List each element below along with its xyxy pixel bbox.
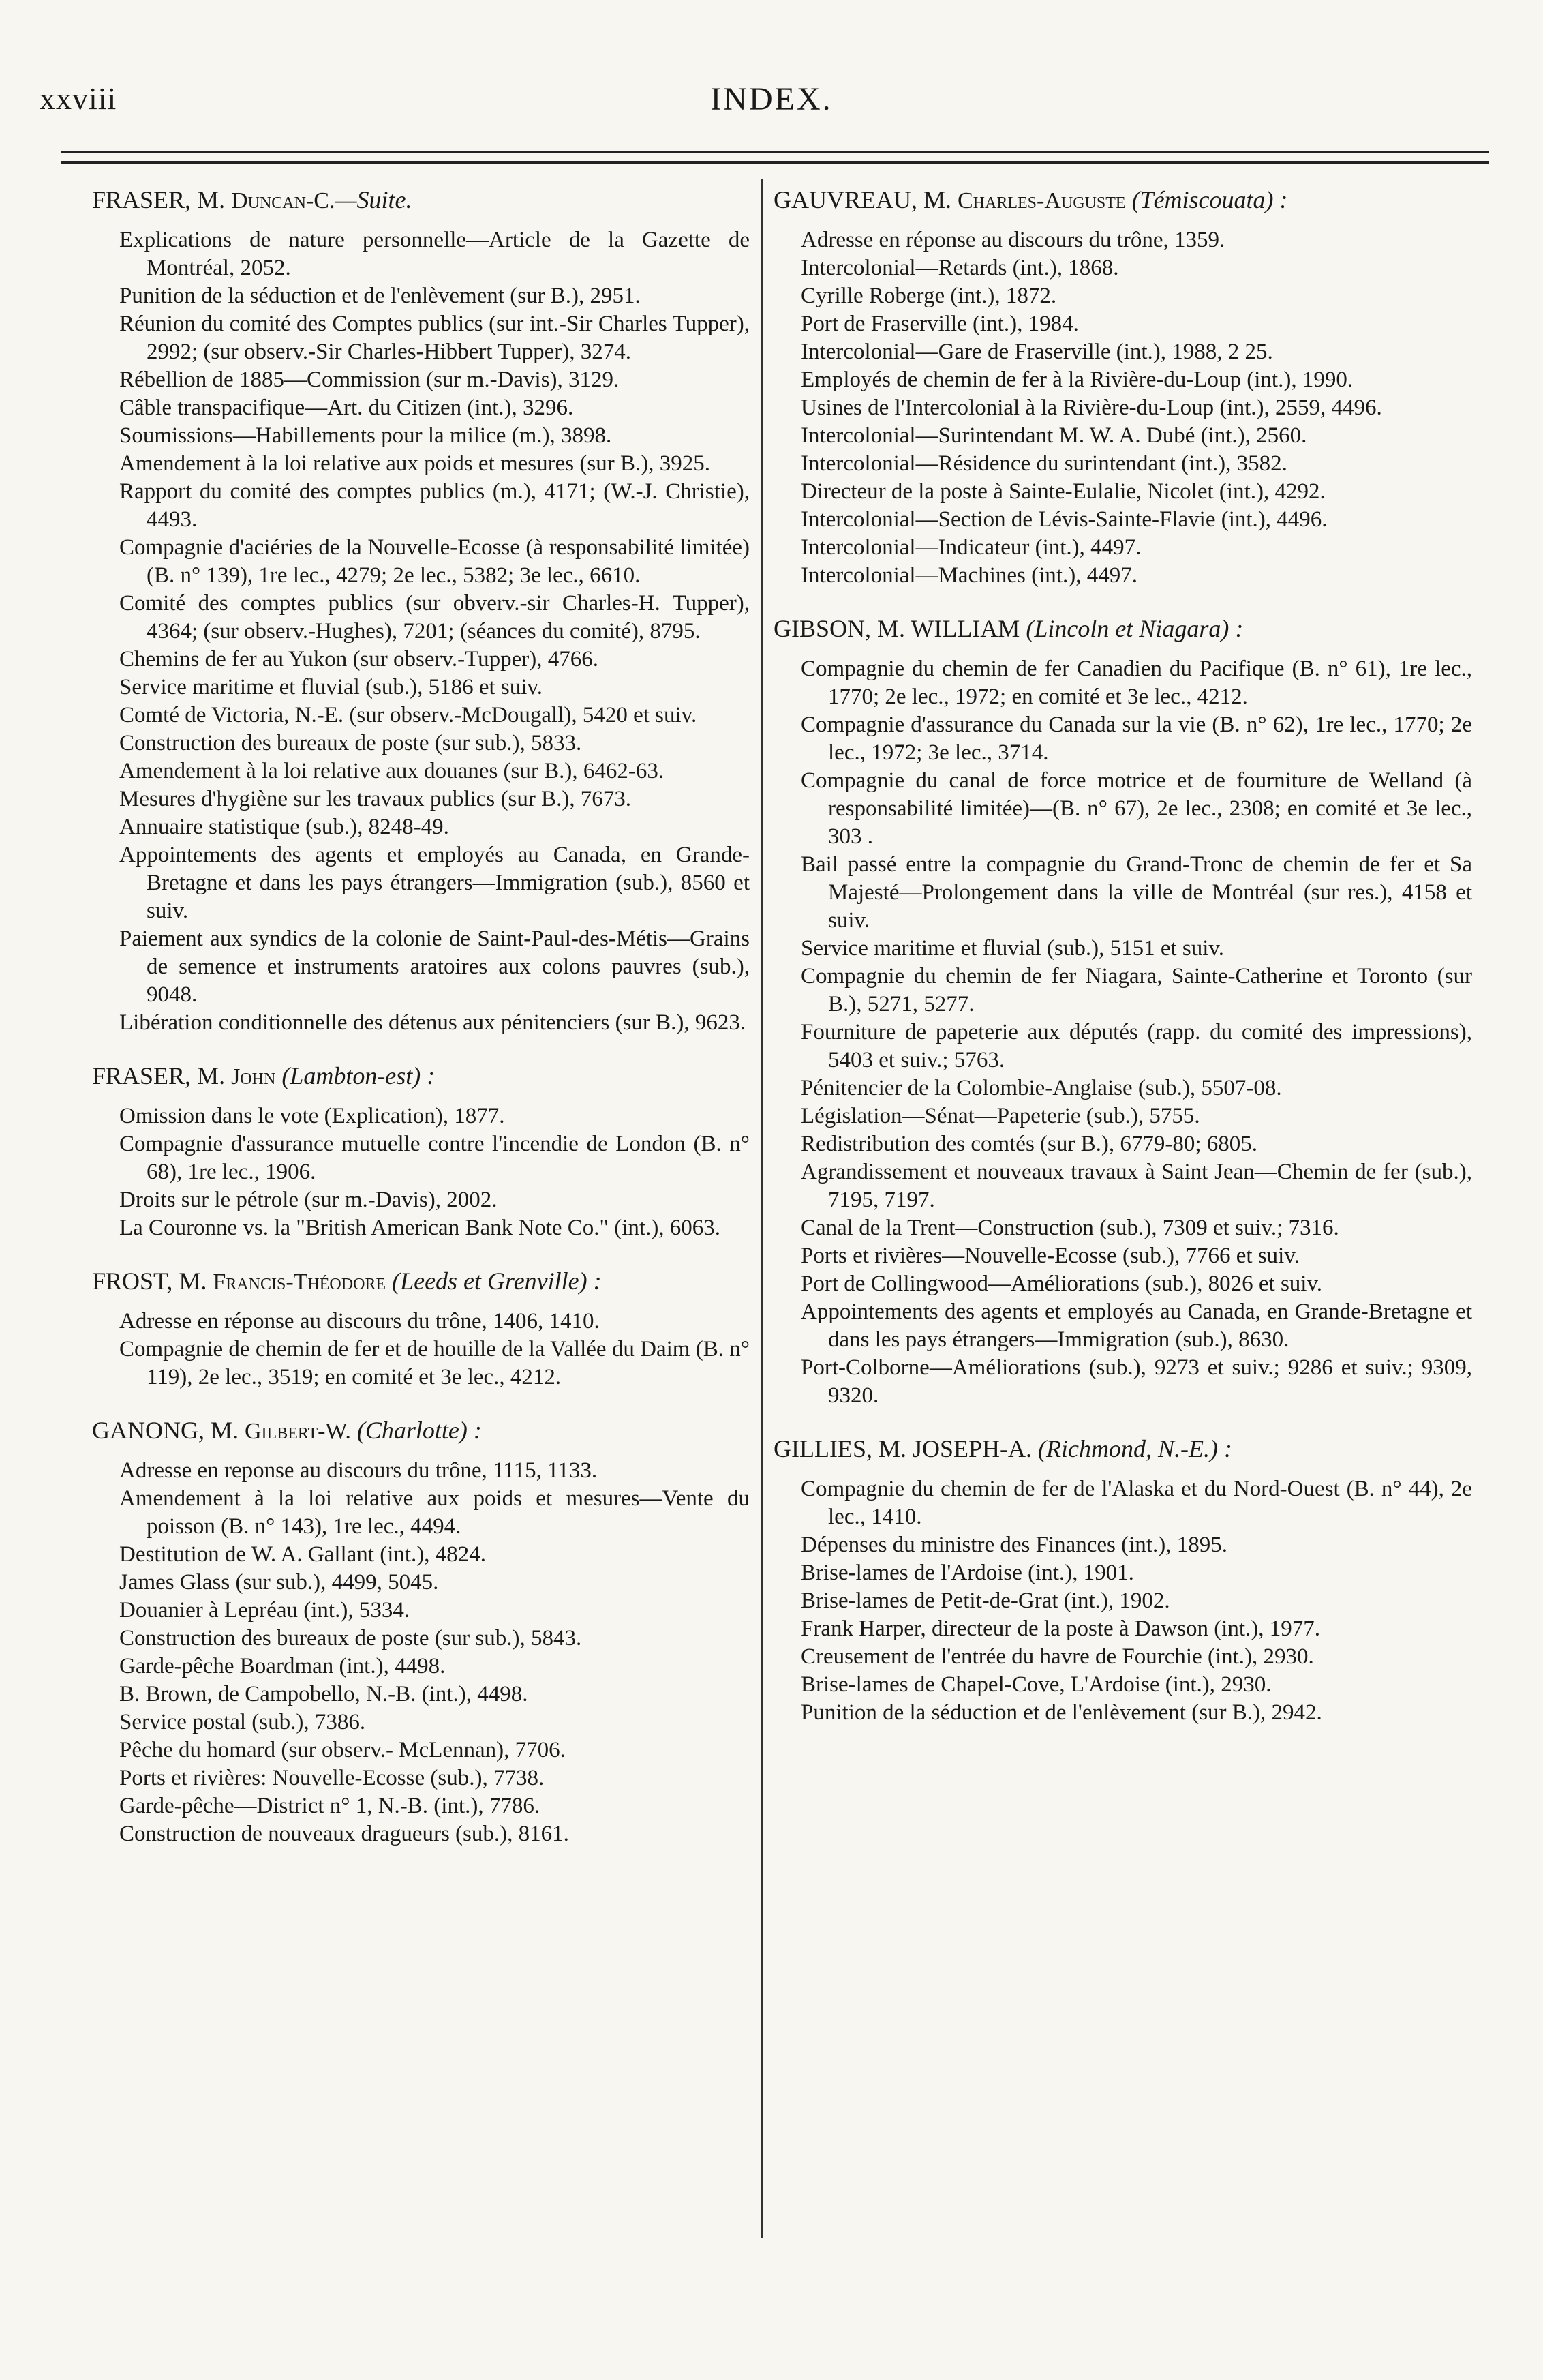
member-riding: (Leeds et Grenville) : (386, 1267, 602, 1295)
member-surname: FRASER, M. (92, 1062, 232, 1089)
column-divider (761, 179, 763, 2238)
index-entry: Câble transpacifique—Art. du Citizen (int.), 3296. (119, 395, 574, 420)
left-column (92, 184, 750, 1871)
member-surname: FRASER, M. (92, 186, 232, 213)
index-section (92, 1060, 750, 1242)
index-entry: Agrandissement et nouveaux travaux à Saint Jean—Chemin de fer (sub.), 7195, 7197. (801, 1160, 1472, 1212)
index-entry: Compagnie d'aciéries de la Nouvelle-Ecosse (à responsabilité limitée) (B. n° 139), 1re lec., 4279; 2e lec., 5382; 3e lec., 6610. (119, 535, 750, 588)
entry-list (92, 226, 750, 1037)
index-entry: James Glass (sur sub.), 4499, 5045. (119, 1570, 439, 1595)
index-entry: Intercolonial—Résidence du surintendant (int.), 3582. (801, 451, 1287, 476)
index-entry: Garde-pêche Boardman (int.), 4498. (119, 1654, 446, 1678)
index-entry: Usines de l'Intercolonial à la Rivière-du-Loup (int.), 2559, 4496. (801, 395, 1382, 420)
index-entry: Construction des bureaux de poste (sur sub.), 5833. (119, 731, 582, 755)
entry-list (774, 226, 1472, 590)
member-given-name: John (231, 1064, 276, 1089)
member-riding: (Richmond, N.-E.) : (1032, 1435, 1232, 1462)
index-entry: Destitution de W. A. Gallant (int.), 4824. (119, 1542, 487, 1567)
index-entry: Adresse en réponse au discours du trône, 1359. (801, 228, 1225, 252)
index-entry: Compagnie du canal de force motrice et de fourniture de Welland (à responsabilité limitée)—(B. n° 67), 2e lec., 2308; en comité et 3e lec., 303 . (801, 768, 1472, 849)
index-entry: Libération conditionnelle des détenus aux pénitenciers (sur B.), 9623. (119, 1010, 746, 1035)
index-entry: Pénitencier de la Colombie-Anglaise (sub.), 5507-08. (801, 1076, 1282, 1100)
member-riding: (Lambton-est) : (275, 1062, 436, 1089)
index-entry: Garde-pêche—District n° 1, N.-B. (int.), 7786. (119, 1794, 540, 1818)
index-entry: Redistribution des comtés (sur B.), 6779-80; 6805. (801, 1132, 1258, 1156)
index-entry: Amendement à la loi relative aux poids et mesures (sur B.), 3925. (119, 451, 710, 476)
index-entry: Chemins de fer au Yukon (sur observ.-Tupper), 4766. (119, 647, 598, 672)
index-entry: Compagnie d'assurance mutuelle contre l'incendie de London (B. n° 68), 1re lec., 1906. (119, 1132, 750, 1184)
member-surname: FROST, M. (92, 1267, 213, 1295)
index-entry: Directeur de la poste à Sainte-Eulalie, Nicolet (int.), 4292. (801, 479, 1326, 504)
index-entry: Punition de la séduction et de l'enlèvement (sur B.), 2951. (119, 284, 641, 308)
member-heading (92, 1415, 750, 1447)
member-given-name: Gilbert-W. (245, 1419, 351, 1444)
index-entry: Annuaire statistique (sub.), 8248-49. (119, 815, 449, 839)
index-entry: Intercolonial—Indicateur (int.), 4497. (801, 535, 1142, 560)
member-heading (92, 1265, 750, 1298)
index-entry: Omission dans le vote (Explication), 1877. (119, 1104, 505, 1128)
index-entry: Service postal (sub.), 7386. (119, 1710, 366, 1734)
index-entry: Intercolonial—Gare de Fraserville (int.), 1988, 2 25. (801, 340, 1273, 364)
index-entry: Punition de la séduction et de l'enlèvement (sur B.), 2942. (801, 1700, 1322, 1725)
index-entry: Intercolonial—Surintendant M. W. A. Dubé (int.), 2560. (801, 423, 1307, 448)
entry-list (92, 1308, 750, 1391)
index-entry: Douanier à Lepréau (int.), 5334. (119, 1598, 410, 1623)
index-entry: Législation—Sénat—Papeterie (sub.), 5755. (801, 1104, 1200, 1128)
header-rule-thick (61, 161, 1489, 164)
member-surname: GANONG, M. (92, 1417, 245, 1444)
index-entry: Rébellion de 1885—Commission (sur m.-Davis), 3129. (119, 367, 620, 392)
entry-list (92, 1102, 750, 1242)
index-entry: Frank Harper, directeur de la poste à Dawson (int.), 1977. (801, 1616, 1321, 1641)
index-entry: B. Brown, de Campobello, N.-B. (int.), 4498. (119, 1682, 528, 1706)
index-entry: Brise-lames de Chapel-Cove, L'Ardoise (int.), 2930. (801, 1672, 1272, 1697)
index-section (774, 613, 1472, 1410)
index-entry: Port-Colborne—Améliorations (sub.), 9273 et suiv.; 9286 et suiv.; 9309, 9320. (801, 1355, 1472, 1408)
index-entry: Bail passé entre la compagnie du Grand-Tronc de chemin de fer et Sa Majesté—Prolongement dans la ville de Montréal (sur res.), 4158 et suiv. (801, 852, 1472, 933)
index-entry: Compagnie de chemin de fer et de houille de la Vallée du Daim (B. n° 119), 2e lec., 3519; en comité et 3e lec., 4212. (119, 1337, 750, 1389)
index-entry: Cyrille Roberge (int.), 1872. (801, 284, 1057, 308)
member-riding: (Charlotte) : (350, 1417, 482, 1444)
member-heading (92, 184, 750, 217)
index-entry: Soumissions—Habillements pour la milice (m.), 3898. (119, 423, 612, 448)
index-entry: Creusement de l'entrée du havre de Fourchie (int.), 2930. (801, 1644, 1314, 1669)
index-entry: Port de Fraserville (int.), 1984. (801, 312, 1079, 336)
index-entry: Appointements des agents et employés au Canada, en Grande-Bretagne et dans les pays étrangers—Immigration (sub.), 8560 et suiv. (119, 843, 750, 923)
entry-list (774, 1475, 1472, 1727)
index-entry: Comité des comptes publics (sur obverv.-sir Charles-H. Tupper), 4364; (sur observ.-Hughes), 7201; (séances du comité), 8795. (119, 591, 750, 644)
member-riding: —Suite. (335, 186, 412, 213)
member-surname: GILLIES, M. JOSEPH-A. (774, 1435, 1033, 1462)
index-section (774, 1433, 1472, 1727)
member-surname: GAUVREAU, M. (774, 186, 958, 213)
index-entry: Canal de la Trent—Construction (sub.), 7309 et suiv.; 7316. (801, 1216, 1339, 1240)
index-entry: Pêche du homard (sur observ.- McLennan), 7706. (119, 1738, 566, 1762)
member-heading (92, 1060, 750, 1093)
index-entry: Mesures d'hygiène sur les travaux publics (sur B.), 7673. (119, 787, 632, 811)
member-given-name: Charles-Auguste (958, 188, 1126, 213)
index-entry: La Couronne vs. la "British American Bank Note Co." (int.), 6063. (119, 1216, 721, 1240)
index-entry: Ports et rivières—Nouvelle-Ecosse (sub.), 7766 et suiv. (801, 1244, 1300, 1268)
index-entry: Intercolonial—Machines (int.), 4497. (801, 563, 1137, 588)
index-entry: Compagnie du chemin de fer de l'Alaska et du Nord-Ouest (B. n° 44), 2e lec., 1410. (801, 1477, 1472, 1529)
member-given-name: Duncan-C. (231, 188, 335, 213)
page-title: INDEX. (710, 81, 833, 117)
index-entry: Explications de nature personnelle—Article de la Gazette de Montréal, 2052. (119, 228, 750, 280)
index-entry: Appointements des agents et employés au Canada, en Grande-Bretagne et dans les pays étrangers—Immigration (sub.), 8630. (801, 1299, 1472, 1352)
member-heading (774, 1433, 1472, 1466)
index-entry: Adresse en réponse au discours du trône, 1406, 1410. (119, 1309, 600, 1334)
index-entry: Service maritime et fluvial (sub.), 5151 et suiv. (801, 936, 1225, 961)
index-entry: Réunion du comité des Comptes publics (sur int.-Sir Charles Tupper), 2992; (sur observ.-Sir Charles-Hibbert Tupper), 3274. (119, 312, 750, 364)
index-entry: Brise-lames de l'Ardoise (int.), 1901. (801, 1561, 1134, 1585)
index-entry: Construction des bureaux de poste (sur sub.), 5843. (119, 1626, 582, 1651)
index-section (92, 1265, 750, 1391)
member-riding: (Témiscouata) : (1125, 186, 1288, 213)
index-entry: Fourniture de papeterie aux députés (rapp. du comité des impressions), 5403 et suiv.; 5763. (801, 1020, 1472, 1072)
index-entry: Comté de Victoria, N.-E. (sur observ.-McDougall), 5420 et suiv. (119, 703, 697, 727)
index-entry: Employés de chemin de fer à la Rivière-du-Loup (int.), 1990. (801, 367, 1354, 392)
member-heading (774, 184, 1472, 217)
header-rule-thin (61, 151, 1489, 153)
index-entry: Ports et rivières: Nouvelle-Ecosse (sub.), 7738. (119, 1766, 545, 1790)
index-entry: Compagnie d'assurance du Canada sur la vie (B. n° 62), 1re lec., 1770; 2e lec., 1972; 3e lec., 3714. (801, 712, 1472, 765)
index-section (92, 1415, 750, 1848)
index-entry: Construction de nouveaux dragueurs (sub.), 8161. (119, 1822, 569, 1846)
page-header (0, 80, 1543, 121)
index-entry: Compagnie du chemin de fer Niagara, Sainte-Catherine et Toronto (sur B.), 5271, 5277. (801, 964, 1472, 1016)
page-number: xxviii (40, 81, 117, 116)
index-section (92, 184, 750, 1037)
index-entry: Brise-lames de Petit-de-Grat (int.), 1902. (801, 1588, 1170, 1613)
index-entry: Port de Collingwood—Améliorations (sub.), 8026 et suiv. (801, 1271, 1323, 1296)
index-entry: Rapport du comité des comptes publics (m.), 4171; (W.-J. Christie), 4493. (119, 479, 750, 532)
index-entry: Service maritime et fluvial (sub.), 5186 et suiv. (119, 675, 543, 699)
index-entry: Droits sur le pétrole (sur m.-Davis), 2002. (119, 1188, 498, 1212)
index-entry: Compagnie du chemin de fer Canadien du Pacifique (B. n° 61), 1re lec., 1770; 2e lec., 1972; en comité et 3e lec., 4212. (801, 657, 1472, 709)
index-entry: Amendement à la loi relative aux poids et mesures—Vente du poisson (B. n° 143), 1re lec., 4494. (119, 1486, 750, 1539)
index-entry: Intercolonial—Retards (int.), 1868. (801, 256, 1119, 280)
member-heading (774, 613, 1472, 646)
index-section (774, 184, 1472, 590)
member-surname: GIBSON, M. WILLIAM (774, 615, 1020, 642)
entry-list (92, 1457, 750, 1848)
index-entry: Amendement à la loi relative aux douanes (sur B.), 6462-63. (119, 759, 664, 783)
entry-list (774, 655, 1472, 1410)
right-column (774, 184, 1472, 1750)
index-entry: Dépenses du ministre des Finances (int.), 1895. (801, 1533, 1227, 1557)
member-riding: (Lincoln et Niagara) : (1020, 615, 1244, 642)
index-entry: Paiement aux syndics de la colonie de Saint-Paul-des-Métis—Grains de semence et instruments aratoires aux colons pauvres (sub.), 9048. (119, 927, 750, 1007)
index-entry: Adresse en reponse au discours du trône, 1115, 1133. (119, 1458, 598, 1483)
member-given-name: Francis-Théodore (213, 1269, 386, 1295)
index-entry: Intercolonial—Section de Lévis-Sainte-Flavie (int.), 4496. (801, 507, 1328, 532)
